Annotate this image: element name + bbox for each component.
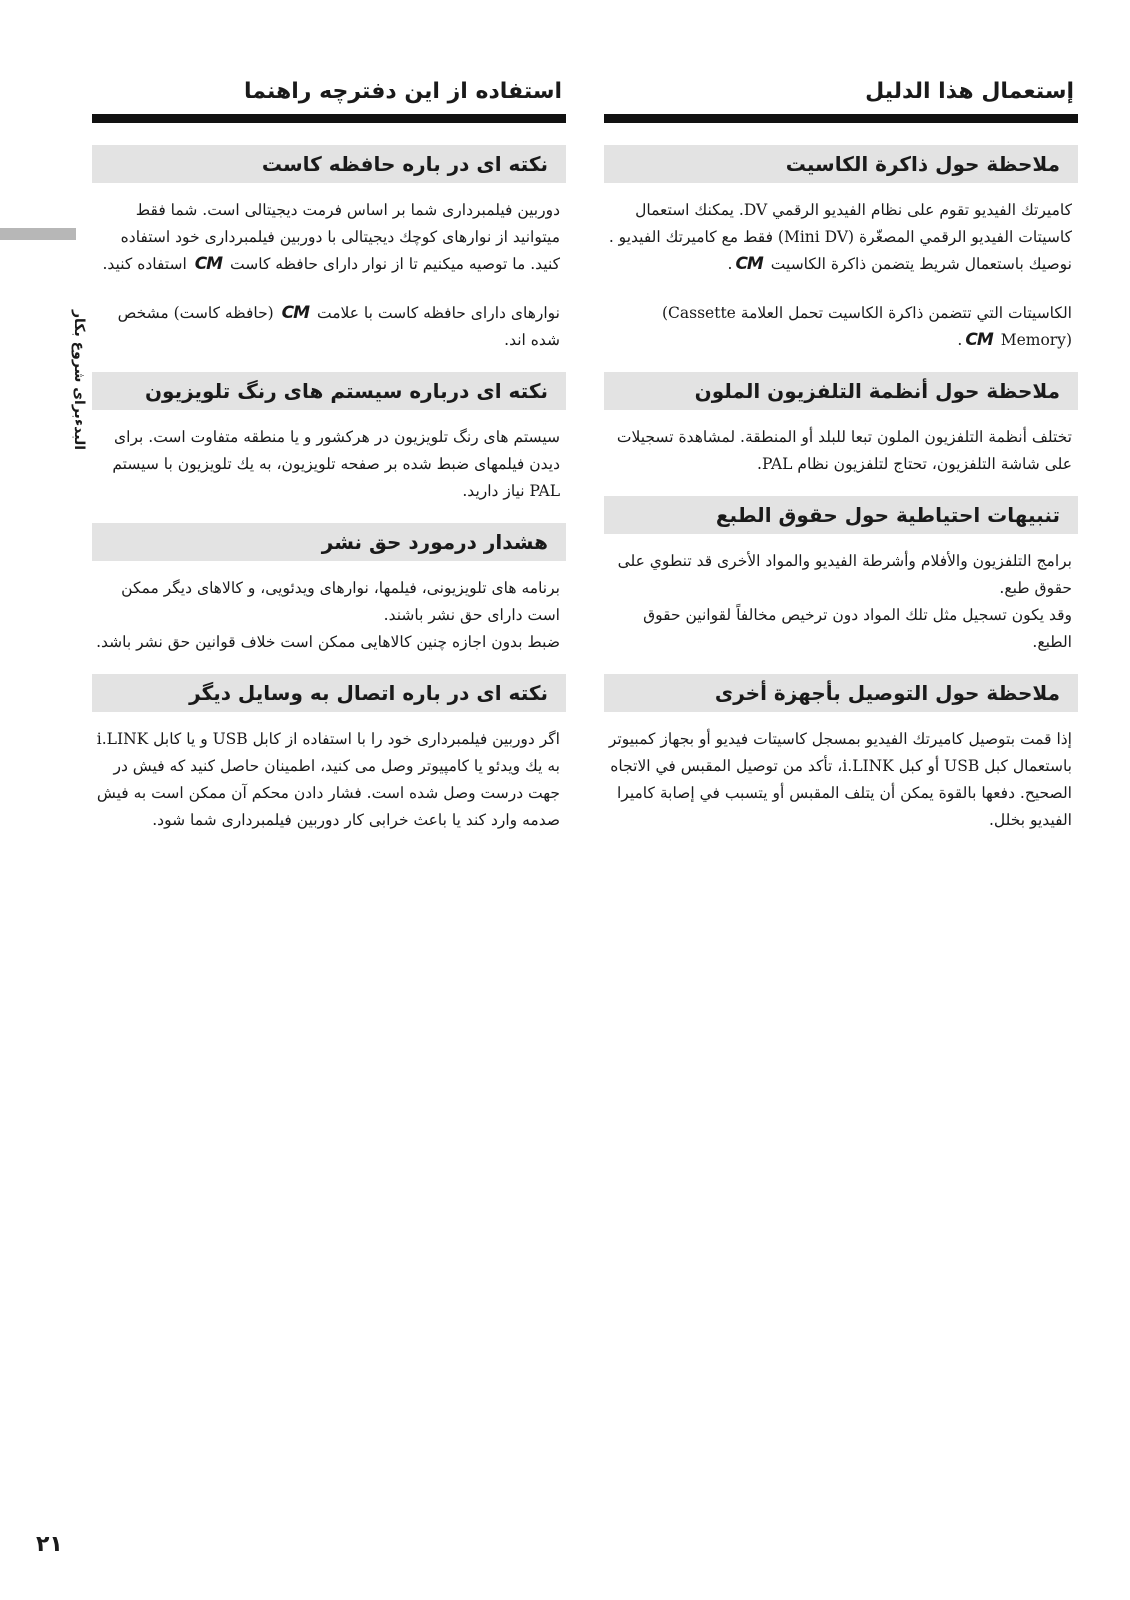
farsi-section-body-connection bbox=[92, 726, 566, 834]
page-number: ۲۱ bbox=[36, 1532, 63, 1557]
arabic-copyright-line-1: برامج التلفزيون والأفلام وأشرطة الفيديو والمواد الأخرى قد تنطوي على حقوق طبع. bbox=[617, 552, 1072, 597]
arabic-connection-paragraph: إذا قمت بتوصيل كاميرتك الفيديو بمسجل كاسيتات فيديو أو بجهاز كمبيوتر باستعمال كبل USB أو كبل i.LINK، تأكد من توصيل المقبس في الاتجاه الصحيح. دفعها بالقوة يمكن أن يتلف المقبس أو يتسبب في إصابة كاميرا الفيديو بخلل. bbox=[608, 730, 1072, 829]
farsi-cassette-paragraph-2: نوارهای دارای حافظه کاست با علامت CM (حافظه کاست) مشخص شده اند. bbox=[92, 300, 560, 354]
farsi-column bbox=[92, 74, 566, 834]
arabic-section-body-color-tv bbox=[604, 424, 1078, 478]
side-tab-label-arabic: البدء bbox=[71, 418, 87, 450]
arabic-cassette-paragraph-1: كاميرتك الفيديو تقوم على نظام الفيديو الرقمي DV. يمكنك استعمال كاسيتات الفيديو الرقمي المصغّرة (Mini DV) فقط مع كاميرتك الفيديو . نوصيك باستعمال شريط يتضمن ذاكرة الكاسيت CM. bbox=[604, 197, 1072, 278]
arabic-section-title-color-tv: ملاحظة حول أنظمة التلفزيون الملون bbox=[604, 372, 1078, 410]
farsi-section-body-color-tv bbox=[92, 424, 566, 505]
farsi-page-heading: استفاده از این دفترچه راهنما bbox=[244, 79, 562, 104]
side-tab-marker bbox=[0, 228, 76, 240]
farsi-section-title-color-tv: نکته ای درباره سیستم های رنگ تلویزیون bbox=[92, 372, 566, 410]
arabic-heading-rule bbox=[604, 114, 1078, 123]
side-tab-label bbox=[50, 250, 90, 450]
farsi-section-title-cassette-memory: نکته ای در باره حافظه کاست bbox=[92, 145, 566, 183]
arabic-color-tv-paragraph: تختلف أنظمة التلفزيون الملون تبعا للبلد أو المنطقة. لمشاهدة تسجيلات على شاشة التلفزيون، تحتاج لتلفزيون نظام PAL. bbox=[616, 428, 1072, 473]
arabic-section-body-copyright bbox=[604, 548, 1078, 656]
farsi-section-body-copyright bbox=[92, 575, 566, 656]
cassette-memory-mark-icon: CM bbox=[965, 330, 993, 350]
farsi-connection-paragraph: اگر دوربین فیلمبرداری خود را با استفاده از کابل USB و یا کابل i.LINK به یك ویدئو یا کامپیوتر وصل می کنید، اطمینان حاصل کنید که فیش در جهت درست وصل شده است. فشار دادن محکم آن ممکن است به فیش صدمه وارد کند یا باعث خرابی کار دوربین فیلمبرداری شما شود. bbox=[96, 730, 560, 829]
farsi-copyright-line-2: ضبط بدون اجازه چنین کالاهایی ممکن است خلاف قوانین حق نشر باشد. bbox=[96, 633, 560, 651]
arabic-cassette-paragraph-2: الكاسيتات التي تتضمن ذاكرة الكاسيت تحمل العلامة (Cassette Memory) CM. bbox=[604, 300, 1072, 354]
arabic-section-title-cassette-memory: ملاحظة حول ذاكرة الكاسيت bbox=[604, 145, 1078, 183]
arabic-column bbox=[604, 74, 1078, 834]
side-tab-label-farsi: برای شروع بکار bbox=[71, 310, 87, 419]
arabic-section-title-copyright: تنبيهات احتياطية حول حقوق الطبع bbox=[604, 496, 1078, 534]
farsi-cassette-paragraph-1: دوربین فیلمبرداری شما بر اساس فرمت دیجیتالی است. شما فقط میتوانید از نوارهای کوچك دیجیتالی با دوربین فیلمبرداری خود استفاده کنید. ما توصیه میکنیم تا از نوار دارای حافظه کاست CM استفاده کنید. bbox=[92, 197, 560, 278]
farsi-color-tv-paragraph: سیستم های رنگ تلویزیون در هرکشور و یا منطقه متفاوت است. برای دیدن فیلمهای ضبط شده بر صفحه تلویزیون، به یك تلویزیون با سیستم PAL نیاز دارید. bbox=[112, 428, 560, 500]
arabic-section-body-cassette-memory bbox=[604, 197, 1078, 354]
farsi-section-body-cassette-memory bbox=[92, 197, 566, 354]
cassette-memory-mark-icon: CM bbox=[735, 254, 763, 274]
arabic-page-heading: إستعمال هذا الدليل bbox=[865, 79, 1074, 104]
cassette-memory-mark-icon: CM bbox=[194, 254, 223, 274]
farsi-heading-rule bbox=[92, 114, 566, 123]
arabic-copyright-line-2: وقد يكون تسجيل مثل تلك المواد دون ترخيص مخالفاً لقوانين حقوق الطبع. bbox=[643, 606, 1072, 651]
arabic-section-title-connection: ملاحظة حول التوصيل بأجهزة أخرى bbox=[604, 674, 1078, 712]
arabic-section-body-connection bbox=[604, 726, 1078, 834]
cassette-memory-mark-icon: CM bbox=[281, 303, 310, 323]
farsi-section-title-copyright: هشدار درمورد حق نشر bbox=[92, 523, 566, 561]
farsi-copyright-line-1: برنامه های تلویزیونی، فیلمها، نوارهای ویدئویی، و کالاهای دیگر ممکن است دارای حق نشر باشند. bbox=[121, 579, 560, 624]
farsi-section-title-connection: نکته ای در باره اتصال به وسایل دیگر bbox=[92, 674, 566, 712]
